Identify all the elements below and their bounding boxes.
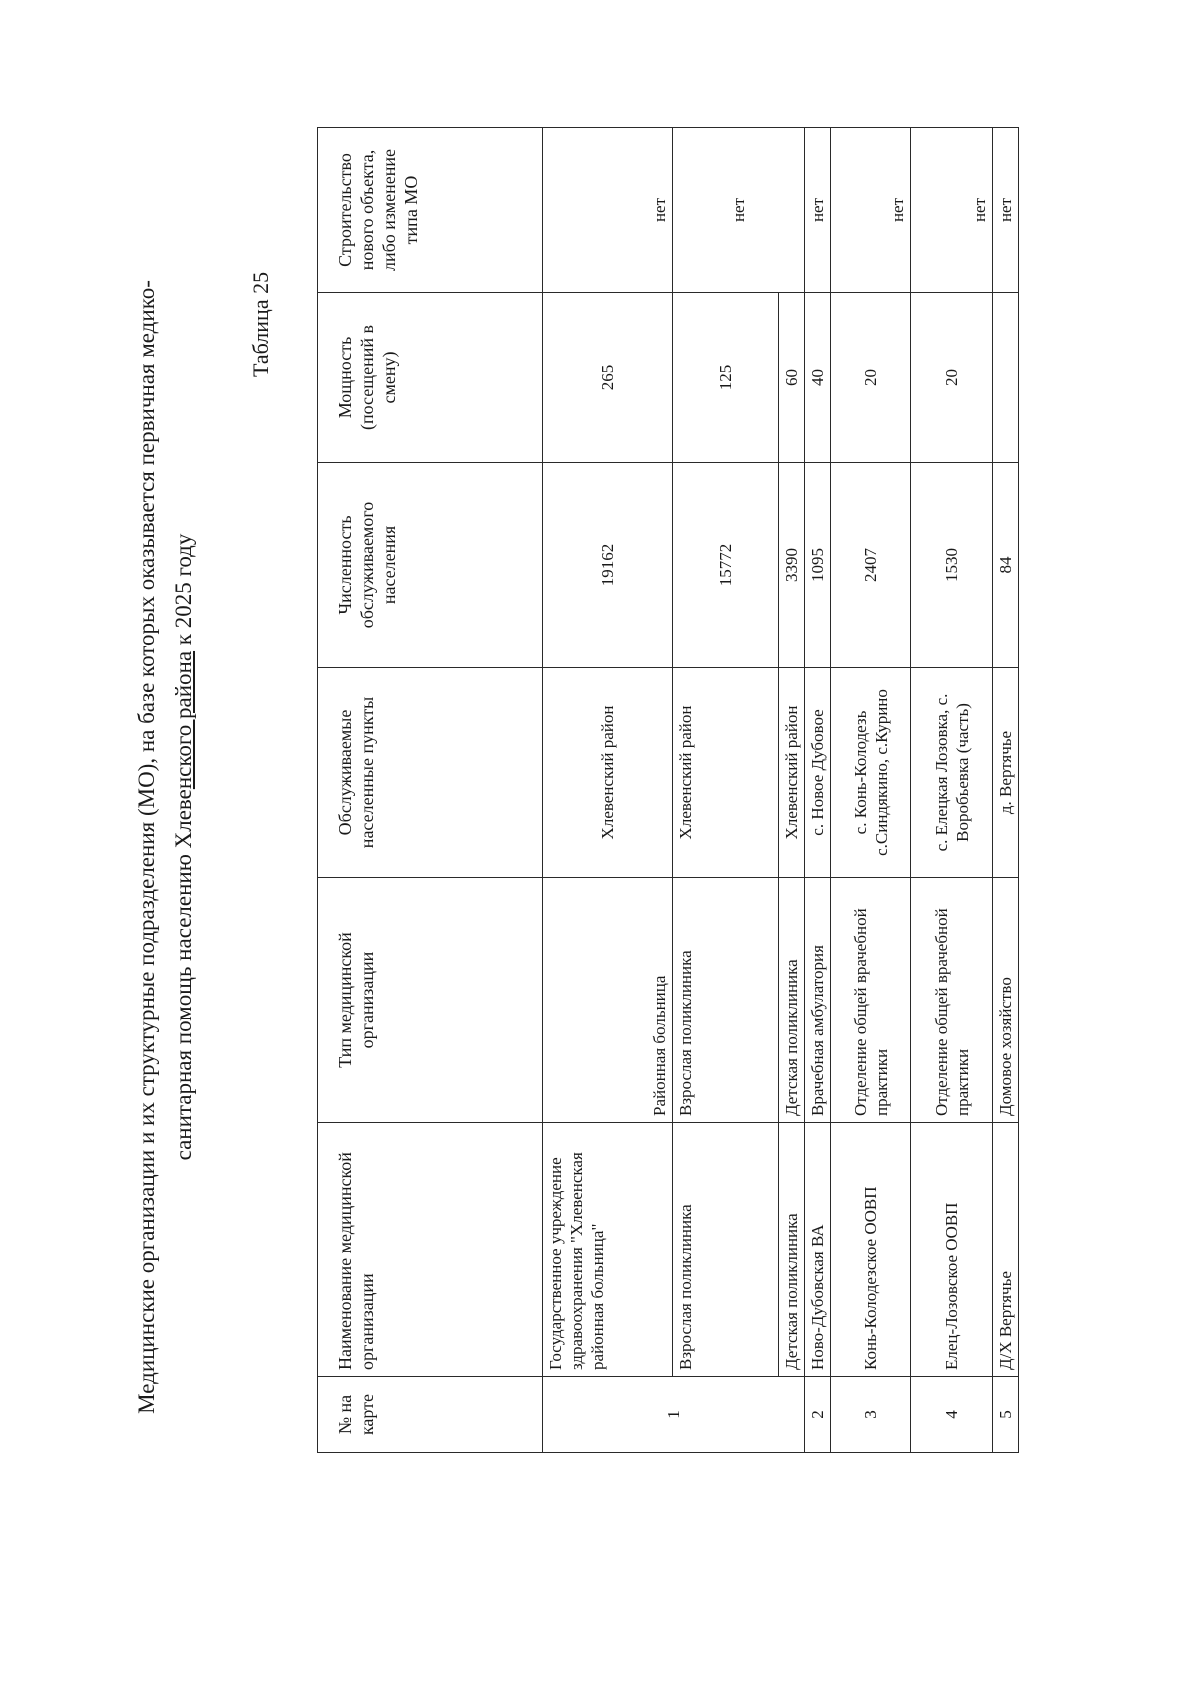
cell-power: 40	[805, 293, 831, 463]
caption-line-2	[165, 147, 202, 1547]
cell-name: Ново-Дубовская ВА	[805, 1123, 831, 1377]
table-row	[911, 128, 993, 1453]
cell-points: с. Новое Дубовое	[805, 668, 831, 878]
cell-construction: нет	[831, 128, 911, 293]
cell-power: 60	[779, 293, 805, 463]
cell-construction: нет	[543, 128, 673, 293]
cell-power: 20	[911, 293, 993, 463]
cell-points: с. Конь-Колодезь с.Синдякино, с.Курино	[831, 668, 911, 878]
cell-name: Государственное учреждение здравоохранения "Хлевенская районная больница"	[543, 1123, 673, 1377]
cell-type: Отделение общей врачебной практики	[911, 878, 993, 1123]
cell-num: 4	[911, 1377, 993, 1453]
cell-type: Детская поликлиника	[779, 878, 805, 1123]
cell-construction: нет	[805, 128, 831, 293]
cell-construction: нет	[993, 128, 1019, 293]
header-points: Обслуживаемые населенные пункты	[318, 668, 543, 878]
cell-power: 20	[831, 293, 911, 463]
header-type: Тип медицинской организации	[318, 878, 543, 1123]
header-population: Численность обслуживаемого населения	[318, 463, 543, 668]
cell-points: Хлевенский район	[543, 668, 673, 878]
cell-power: 265	[543, 293, 673, 463]
cell-num: 2	[805, 1377, 831, 1453]
cell-name: Д/Х Вертячье	[993, 1123, 1019, 1377]
header-name: Наименование медицинской организации	[318, 1123, 543, 1377]
cell-population: 1530	[911, 463, 993, 668]
cell-points: д. Вертячье	[993, 668, 1019, 878]
cell-population: 19162	[543, 463, 673, 668]
table-label: Таблица 25	[248, 271, 273, 377]
cell-num: 1	[543, 1377, 805, 1453]
cell-power	[993, 293, 1019, 463]
cell-population: 2407	[831, 463, 911, 668]
table-row	[993, 128, 1019, 1453]
caption-line-2-underlined: нского района	[171, 650, 196, 790]
header-num: № на карте	[318, 1377, 543, 1453]
table-row	[805, 128, 831, 1453]
cell-type: Домовое хозяйство	[993, 878, 1019, 1123]
cell-name: Детская поликлиника	[779, 1123, 805, 1377]
cell-power: 125	[673, 293, 779, 463]
cell-num: 3	[831, 1377, 911, 1453]
cell-points: с. Елецкая Лозовка, с. Воробьевка (часть)	[911, 668, 993, 878]
cell-name: Елец-Лозовское ООВП	[911, 1123, 993, 1377]
cell-points: Хлевенский район	[779, 668, 805, 878]
header-construction: Строительство нового объекта, либо изменение типа МО	[318, 128, 543, 293]
cell-construction: нет	[911, 128, 993, 293]
cell-type: Районная больница	[543, 878, 673, 1123]
table-row	[543, 128, 673, 1453]
cell-type: Врачебная амбулатория	[805, 878, 831, 1123]
cell-name: Конь-Колодезское ООВП	[831, 1123, 911, 1377]
cell-type: Взрослая поликлиника	[673, 878, 779, 1123]
table-row	[779, 128, 805, 1453]
cell-name: Взрослая поликлиника	[673, 1123, 779, 1377]
table-header-row	[318, 128, 543, 1453]
cell-construction: нет	[673, 128, 805, 293]
table-row	[831, 128, 911, 1453]
medical-organizations-table	[317, 127, 1019, 1453]
cell-population: 1095	[805, 463, 831, 668]
caption-line-1: Медицинские организации и их структурные подразделения (МО), на базе которых оказывается первичная медико-	[134, 280, 159, 1414]
cell-points: Хлевенский район	[673, 668, 779, 878]
caption-line-2-prefix: санитарная помощь населению Хлеве	[171, 789, 196, 1161]
cell-population: 15772	[673, 463, 779, 668]
cell-population: 84	[993, 463, 1019, 668]
table-row	[673, 128, 779, 1453]
cell-num: 5	[993, 1377, 1019, 1453]
cell-type: Отделение общей врачебной практики	[831, 878, 911, 1123]
cell-population: 3390	[779, 463, 805, 668]
caption-line-2-suffix: к 2025 году	[171, 533, 196, 651]
document-caption	[128, 147, 202, 1547]
header-power: Мощность (посещений в смену)	[318, 293, 543, 463]
